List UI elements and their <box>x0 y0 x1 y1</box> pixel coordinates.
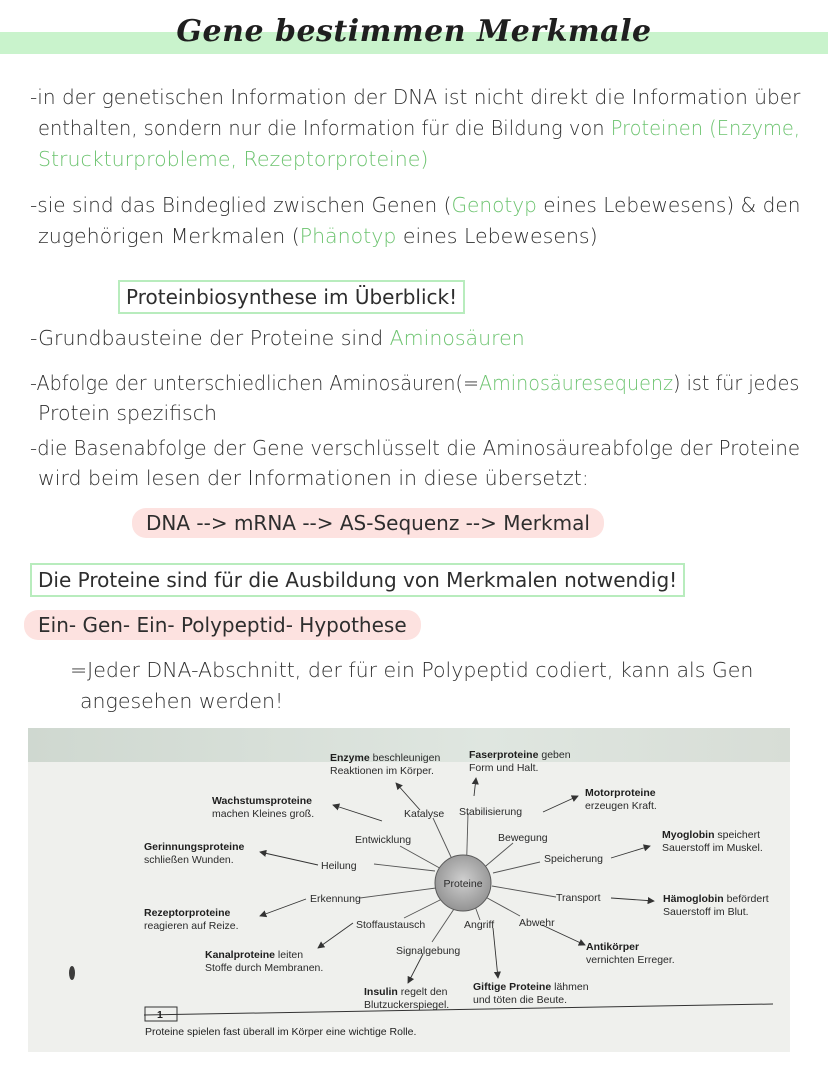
page-title: Gene bestimmen Merkmale <box>176 14 652 49</box>
text-line: -die Basenabfolge der Gene verschlüsselt die Aminosäureabfolge der Proteine <box>30 436 800 460</box>
arrow <box>318 923 353 948</box>
text-line <box>30 190 800 221</box>
example-rezeptor <box>144 907 239 932</box>
example-text: speichert <box>714 829 761 841</box>
example-bold: Enzyme <box>330 752 370 764</box>
function-label: Speicherung <box>544 853 603 865</box>
function-label: Abwehr <box>519 917 555 929</box>
text-line: wird beim lesen der Informationen in diese übersetzt: <box>38 466 589 490</box>
example-faser <box>469 749 571 774</box>
example-text: Blutzuckerspiegel. <box>364 999 450 1011</box>
center-label: Proteine <box>443 878 483 890</box>
arrow <box>611 846 650 858</box>
example-motor <box>585 787 657 812</box>
text-line <box>30 323 525 354</box>
hypothesis-highlight: Ein- Gen- Ein- Polypeptid- Hypothese <box>24 610 421 640</box>
figure-number: 1 <box>157 1009 163 1021</box>
text-line: angesehen werden! <box>80 689 284 713</box>
example-text: Reaktionen im Körper. <box>330 765 434 777</box>
important-box: Die Proteine sind für die Ausbildung von Merkmalen notwendig! <box>30 563 685 597</box>
example-text: lähmen <box>551 981 589 993</box>
text-span: -sie sind das Bindeglied zwischen Genen ( <box>30 193 452 217</box>
example-antikoerper <box>586 941 675 966</box>
text-span: zugehörigen Merkmalen ( <box>38 224 300 248</box>
example-bold: Giftige Proteine <box>473 981 552 993</box>
example-text: Sauerstoff im Blut. <box>663 906 749 918</box>
example-text: vernichten Erreger. <box>586 954 675 966</box>
keyword-genotyp: Genotyp <box>451 193 537 217</box>
keyword-phaenotyp: Phänotyp <box>299 224 397 248</box>
flow-highlight: DNA --> mRNA --> AS-Sequenz --> Merkmal <box>132 508 604 538</box>
example-text: geben <box>538 749 571 761</box>
example-bold: Gerinnungsproteine <box>144 841 245 853</box>
function-label: Katalyse <box>404 808 445 820</box>
function-label: Heilung <box>321 860 357 872</box>
text-line: -in der genetischen Information der DNA ist nicht direkt die Information über <box>30 85 801 109</box>
example-haemoglobin <box>663 893 769 918</box>
example-text: erzeugen Kraft. <box>585 800 657 812</box>
example-text: regelt den <box>397 986 448 998</box>
example-bold: Myoglobin <box>662 829 715 841</box>
example-bold: Faserproteine <box>469 749 539 761</box>
svg-text:Insulin regelt den <box>364 986 448 998</box>
svg-text:Myoglobin speichert <box>662 829 760 841</box>
arrow <box>260 852 318 865</box>
protein-functions-figure <box>28 728 790 1052</box>
function-label: Signalgebung <box>396 945 461 957</box>
example-bold: Wachstumsproteine <box>212 795 312 807</box>
example-insulin <box>364 986 449 1011</box>
caption-rule <box>144 1004 773 1015</box>
leaf-mark <box>69 966 75 980</box>
keyword-aminosaeuren: Aminosäuren <box>389 326 525 350</box>
example-bold: Kanalproteine <box>205 949 276 961</box>
example-text: Form und Halt. <box>469 762 539 774</box>
example-text: machen Kleines groß. <box>212 808 315 820</box>
example-text: reagieren auf Reize. <box>144 920 239 932</box>
example-text: Sauerstoff im Muskel. <box>662 842 763 854</box>
arrow <box>611 898 654 901</box>
example-text: Stoffe durch Membranen. <box>205 962 324 974</box>
svg-text:Kanalproteine leiten <box>205 949 303 961</box>
svg-text:Faserproteine geben <box>469 749 571 761</box>
svg-text:Giftige Proteine lähmen <box>473 981 589 993</box>
function-label: Stoffaustausch <box>356 919 426 931</box>
overview-box: Proteinbiosynthese im Überblick! <box>118 280 465 314</box>
example-text: schließen Wunden. <box>144 854 234 866</box>
text-line <box>30 368 799 399</box>
text-line <box>38 221 598 252</box>
text-span: eines Lebewesens) <box>396 224 598 248</box>
example-bold: Motorproteine <box>585 787 656 799</box>
keyword-aminosaeuresequenz: Aminosäuresequenz <box>479 371 674 395</box>
svg-text:Hämoglobin befördert <box>663 893 769 905</box>
text-span: -Abfolge der unterschiedlichen Aminosäuren(= <box>30 371 480 395</box>
example-text: beschleunigen <box>369 752 441 764</box>
example-kanal <box>205 949 323 974</box>
text-span: enthalten, sondern nur die Information für die Bildung von <box>38 116 611 140</box>
example-enzyme <box>330 752 440 777</box>
arrow <box>260 899 306 916</box>
example-bold: Antikörper <box>586 941 640 953</box>
text-line: =Jeder DNA-Abschnitt, der für ein Polypeptid codiert, kann als Gen <box>70 658 754 682</box>
function-label: Stabilisierung <box>459 806 523 818</box>
arrow <box>408 954 423 983</box>
arrow <box>543 796 578 812</box>
arrow <box>396 783 420 810</box>
text-line: Protein spezifisch <box>38 401 217 425</box>
example-text: leiten <box>275 949 304 961</box>
example-bold: Insulin <box>364 986 398 998</box>
example-text: befördert <box>723 893 769 905</box>
svg-text:Enzyme beschleunigen <box>330 752 440 764</box>
example-gift <box>473 981 589 1006</box>
function-label: Erkennung <box>310 893 361 905</box>
example-bold: Rezeptorproteine <box>144 907 231 919</box>
function-label: Transport <box>556 892 601 904</box>
keyword-proteine: Proteinen (Enzyme, <box>610 116 801 140</box>
function-label: Angriff <box>464 919 495 931</box>
example-wachstum <box>212 795 314 820</box>
ray <box>492 886 556 897</box>
text-span: ) ist für jedes <box>673 371 800 395</box>
example-gerinnung <box>144 841 245 866</box>
keyword-line: Struckturprobleme, Rezeptorproteine) <box>38 147 429 171</box>
arrow <box>493 928 498 978</box>
text-line <box>38 113 800 144</box>
ray <box>360 888 436 898</box>
function-label: Bewegung <box>498 832 548 844</box>
figure-caption: Proteine spielen fast überall im Körper eine wichtige Rolle. <box>145 1026 417 1038</box>
ray <box>374 864 435 871</box>
example-bold: Hämoglobin <box>663 893 724 905</box>
figure-diagram <box>28 728 790 1052</box>
text-span: -Grundbausteine der Proteine sind <box>30 326 390 350</box>
ray <box>493 862 540 873</box>
function-label: Entwicklung <box>355 834 412 846</box>
arrow <box>333 805 382 821</box>
example-text: und töten die Beute. <box>473 994 567 1006</box>
example-myoglobin <box>662 829 763 854</box>
text-span: eines Lebewesens) & den <box>536 193 801 217</box>
arrow <box>474 778 476 796</box>
